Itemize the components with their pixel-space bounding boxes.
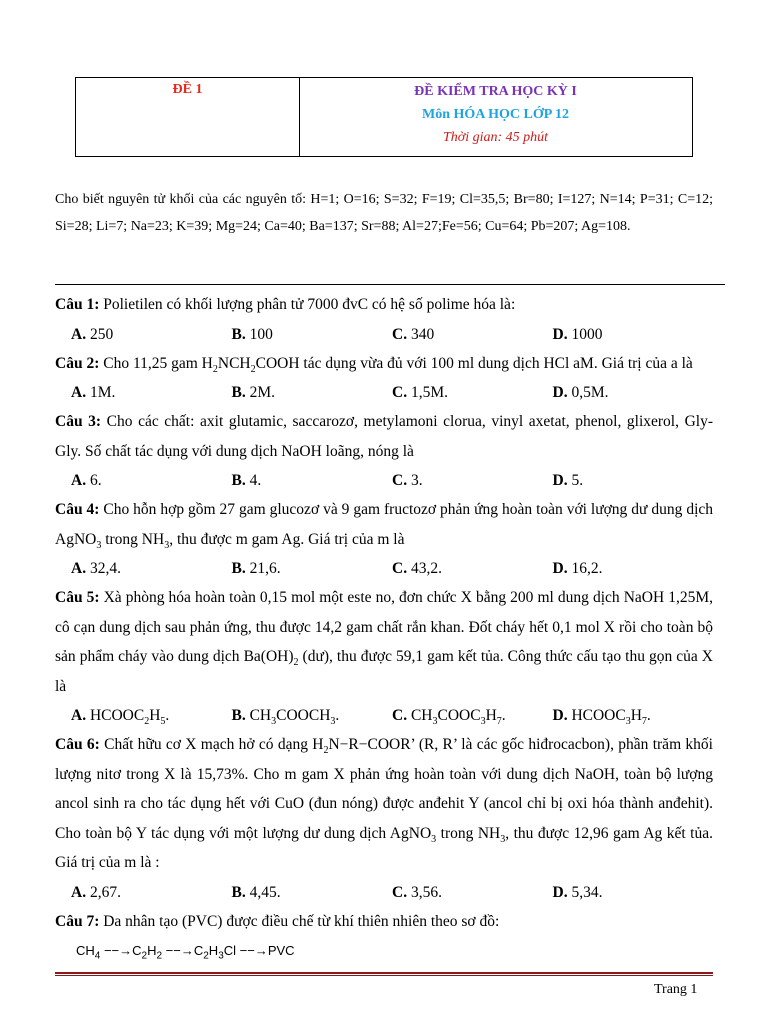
- text-run: .: [646, 707, 651, 724]
- answer-option: [392, 466, 553, 495]
- text-run: −−→C: [162, 943, 204, 958]
- answer-option: [71, 378, 232, 407]
- text-run: Cho các chất: axit glutamic, saccarozơ, metylamoni clorua, vinyl axetat, phenol, glixerol, Gly-Gly. Số chất tác dụng với dung dịch NaOH loãng, nóng là: [55, 413, 713, 460]
- question-label: Câu 2:: [55, 354, 100, 372]
- option-letter: B.: [231, 883, 246, 901]
- text-run: HCOOC: [86, 707, 145, 724]
- text-run: HCOOC: [567, 707, 626, 724]
- option-text: 5.: [567, 472, 584, 489]
- subscript: 2: [212, 363, 218, 375]
- answer-option: [392, 701, 553, 730]
- option-letter: B.: [231, 384, 246, 401]
- answer-option: [232, 466, 393, 495]
- subscript: 3: [432, 716, 438, 728]
- option-text: 1000: [567, 325, 603, 343]
- option-text: 5,34.: [567, 883, 603, 901]
- text-run: H: [149, 707, 161, 724]
- answer-option: [232, 701, 393, 730]
- answer-option: [553, 466, 714, 495]
- question-1: [55, 290, 713, 320]
- text-run: Cl −−→PVC: [223, 943, 295, 958]
- text-run: Cho 11,25 gam H: [99, 354, 213, 372]
- option-letter: D.: [552, 707, 568, 724]
- option-letter: A.: [71, 325, 87, 343]
- option-letter: A.: [71, 472, 87, 489]
- text-run: , thu được 12,96 gam Ag kết tủa. Giá trị của m là :: [55, 824, 713, 871]
- text-run: H: [485, 707, 497, 724]
- question-5: [55, 583, 713, 701]
- text-run: −−→C: [100, 943, 142, 958]
- text-run: CH: [407, 707, 433, 724]
- option-letter: D.: [552, 472, 568, 489]
- text-run: trong NH: [436, 824, 501, 842]
- answer-option: [71, 320, 232, 349]
- text-run: Chất hữu cơ X mạch hở có dạng H: [99, 736, 324, 753]
- header-left-cell: [76, 78, 300, 156]
- text-run: N−R−COOR’ (R, R’ là các gốc hiđrocacbon), phần trăm khối lượng nitơ trong X là 15,73%. Cho m gam X phản ứng hoàn toàn với dung dịch NaOH, toàn bộ lượng ancol sinh ra cho tác dụng hết với CuO (đun nóng) được anđehit Y (ancol chỉ bị oxi hóa thành anđehit). Cho toàn bộ Y tác dụng với một lượng dư dung dịch AgNO: [55, 736, 713, 842]
- option-text: 3.: [407, 472, 423, 489]
- question-label: Câu 6:: [55, 736, 100, 753]
- option-text: 340: [407, 325, 435, 343]
- option-text: 43,2.: [407, 560, 442, 577]
- subscript: 3: [500, 833, 506, 845]
- option-letter: C.: [392, 883, 408, 901]
- option-text: 1M.: [86, 384, 116, 401]
- option-text: 2,67.: [86, 883, 121, 901]
- option-text: 4,45.: [245, 883, 281, 901]
- subscript: 2: [144, 716, 150, 728]
- question-7: [55, 907, 713, 937]
- option-letter: B.: [231, 560, 246, 577]
- option-letter: D.: [552, 560, 568, 577]
- answer-option: [553, 701, 714, 730]
- answer-options: [55, 378, 713, 407]
- subscript: 5: [160, 716, 166, 728]
- option-text: 16,2.: [567, 560, 603, 577]
- text-run: Cho hỗn hợp gồm 27 gam glucozơ và 9 gam fructozơ phản ứng hoàn toàn với lượng dư dung dịch AgNO: [55, 501, 714, 548]
- question-3: [55, 407, 713, 466]
- question-6: [55, 730, 713, 878]
- text-run: Polietilen có khối lượng phân tử 7000 đvC có hệ số polime hóa là:: [99, 296, 516, 313]
- answer-options: [55, 320, 713, 349]
- question-2: [55, 349, 713, 379]
- question-label: Câu 7:: [55, 912, 100, 930]
- text-run: Da nhân tạo (PVC) được điều chế từ khí thiên nhiên theo sơ đồ:: [99, 912, 500, 930]
- subscript: 3: [218, 950, 224, 962]
- text-run: COOC: [437, 707, 481, 724]
- subscript: 4: [94, 950, 101, 962]
- subscript: 2: [156, 950, 163, 962]
- option-letter: D.: [552, 325, 568, 343]
- text-run: (dư), thu được 59,1 gam kết tủa. Công thức cấu tạo thu gọn của X là: [55, 648, 713, 695]
- text-run: COOH tác dụng vừa đủ với 100 ml dung dịch HCl aM. Giá trị của a là: [255, 354, 693, 372]
- answer-option: [232, 320, 393, 349]
- option-text: 3,56.: [407, 883, 442, 901]
- answer-option: [71, 878, 232, 907]
- text-run: .: [165, 707, 170, 724]
- option-text: 4.: [245, 472, 262, 489]
- text-run: H: [630, 707, 642, 724]
- answer-option: [553, 378, 714, 407]
- option-letter: A.: [71, 883, 87, 901]
- option-letter: C.: [392, 707, 408, 724]
- subscript: 2: [203, 950, 209, 962]
- divider-line: [55, 284, 725, 285]
- option-text: 250: [86, 325, 114, 343]
- question-label: Câu 5:: [55, 589, 100, 606]
- option-letter: B.: [231, 472, 246, 489]
- answer-option: [71, 466, 232, 495]
- exam-subject: Môn HÓA HỌC LỚP 12: [421, 107, 569, 122]
- subscript: 3: [480, 716, 486, 728]
- option-letter: A.: [71, 560, 87, 577]
- subscript: 3: [431, 833, 437, 845]
- text-run: .: [335, 707, 340, 724]
- option-letter: D.: [552, 883, 568, 901]
- answer-option: [392, 554, 553, 583]
- subscript: 2: [141, 950, 148, 962]
- answer-options: [55, 466, 713, 495]
- option-text: 32,4.: [86, 560, 121, 577]
- text-run: CH: [245, 707, 272, 724]
- exam-time: Thời gian: 45 phút: [442, 130, 549, 145]
- option-letter: C.: [392, 325, 408, 343]
- answer-option: [553, 320, 714, 349]
- subscript: 3: [625, 716, 631, 728]
- subscript: 2: [250, 363, 256, 375]
- answer-options: [55, 701, 713, 730]
- text-run: , thu được m gam Ag. Giá trị của m là: [169, 530, 405, 548]
- option-text: 0,5M.: [567, 384, 609, 401]
- header-right-cell: [299, 78, 692, 156]
- question-4: [55, 495, 713, 554]
- answer-option: [553, 878, 714, 907]
- answer-option: [71, 701, 232, 730]
- option-letter: A.: [71, 384, 87, 401]
- text-run: CH: [76, 943, 95, 958]
- footer-rule-thin: [55, 975, 713, 976]
- text-run: H: [147, 943, 157, 958]
- exam-code: ĐỀ 1: [172, 82, 203, 97]
- answer-option: [71, 554, 232, 583]
- answer-option: [232, 378, 393, 407]
- option-letter: C.: [392, 560, 408, 577]
- footer-rule: [55, 972, 713, 974]
- option-letter: C.: [392, 472, 408, 489]
- text-run: Xà phòng hóa hoàn toàn 0,15 mol một este no, đơn chức X bằng 200 ml dung dịch NaOH 1,25M, cô cạn dung dịch sau phản ứng, thu được 14,2 gam chất rắn khan. Đốt cháy hết 0,1 mol X rồi cho toàn bộ sản phẩm cháy vào dung dịch Ba(OH): [55, 589, 713, 665]
- text-run: COOCH: [276, 707, 331, 724]
- answer-options: [55, 878, 713, 907]
- option-letter: A.: [71, 707, 87, 724]
- option-text: 6.: [86, 472, 102, 489]
- option-letter: C.: [392, 384, 408, 401]
- text-run: NCH: [217, 354, 251, 372]
- question-label: Câu 3:: [55, 413, 102, 430]
- answer-option: [553, 554, 714, 583]
- page-number: Trang 1: [654, 982, 698, 997]
- option-letter: B.: [231, 707, 246, 724]
- answer-option: [392, 378, 553, 407]
- option-letter: B.: [231, 325, 246, 343]
- question-label: Câu 4:: [55, 501, 100, 518]
- option-text: 100: [245, 325, 273, 343]
- answer-option: [392, 320, 553, 349]
- answer-option: [232, 878, 393, 907]
- exam-title: ĐỀ KIỂM TRA HỌC KỲ I: [414, 84, 577, 99]
- option-letter: D.: [552, 384, 568, 401]
- option-text: 1,5M.: [407, 384, 448, 401]
- subscript: 2: [323, 745, 329, 757]
- subscript: 3: [330, 716, 336, 728]
- option-text: 21,6.: [245, 560, 281, 577]
- text-run: H: [208, 943, 219, 958]
- question-label: Câu 1:: [55, 296, 100, 313]
- subscript: 3: [96, 539, 102, 551]
- text-run: trong NH: [101, 530, 165, 548]
- subscript: 2: [293, 657, 299, 669]
- subscript: 3: [164, 539, 170, 551]
- answer-options: [55, 554, 713, 583]
- atomic-mass-note: Cho biết nguyên tử khối của các nguyên tố: H=1; O=16; S=32; F=19; Cl=35,5; Br=80; I=127; N=14; P=31; C=12; Si=28; Li=7; Na=23; K=39; Mg=24; Ca=40; Ba=137; Sr=88; Al=27;Fe=56; Cu=64; Pb=207; Ag=108.: [55, 192, 713, 234]
- subscript: 7: [496, 716, 502, 728]
- question-list: [55, 290, 713, 964]
- text-run: .: [501, 707, 506, 724]
- answer-option: [392, 878, 553, 907]
- subscript: 3: [271, 716, 277, 728]
- answer-option: [232, 554, 393, 583]
- header-box: [75, 77, 693, 157]
- option-text: 2M.: [245, 384, 276, 401]
- reaction-scheme: [55, 938, 713, 964]
- subscript: 7: [641, 716, 647, 728]
